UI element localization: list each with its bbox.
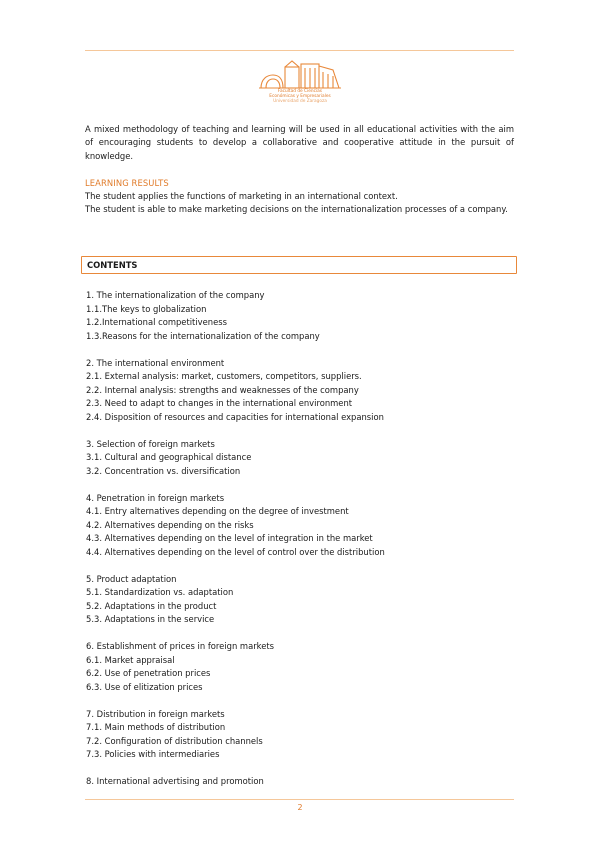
toc-chapter: 8. International advertising and promotion (86, 776, 264, 786)
toc-subitem: 1.3.Reasons for the internationalization of the company (86, 330, 320, 341)
toc-subitem: 2.1. External analysis: market, customers, competitors, suppliers. (86, 371, 362, 381)
toc-subitem: 6.1. Market appraisal (86, 654, 175, 665)
toc-subitem: 6.3. Use of elitization prices (86, 681, 203, 692)
toc-subitem: 2.3. Need to adapt to changes in the international environment (86, 398, 353, 408)
toc-subitem: 2.4. Disposition of resources and capacities for international expansion (86, 411, 384, 422)
toc-subitem: 6.2. Use of penetration prices (86, 668, 211, 678)
learning-result-1: The student applies the functions of marketing in an international context. (85, 191, 398, 201)
toc-chapter: 4. Penetration in foreign markets (86, 492, 225, 503)
toc-subitem: 7.3. Policies with intermediaries (86, 749, 220, 759)
toc-chapter: 5. Product adaptation (86, 573, 177, 584)
toc-chapter: 7. Distribution in foreign markets (86, 708, 225, 719)
toc-chapter: 6. Establishment of prices in foreign markets (86, 641, 275, 651)
faculty-logo (255, 58, 345, 114)
learning-result-2: The student is able to make marketing decisions on the internationalization processes of a company. (85, 204, 508, 214)
page-number: 2 (297, 803, 303, 812)
toc-subitem: 5.2. Adaptations in the product (86, 600, 217, 611)
toc-subitem: 3.2. Concentration vs. diversification (86, 465, 241, 476)
toc-subitem: 5.3. Adaptations in the service (86, 614, 215, 624)
toc-subitem: 7.2. Configuration of distribution channels (86, 735, 263, 746)
learning-results-heading: LEARNING RESULTS (85, 178, 169, 188)
contents-list (86, 289, 516, 789)
logo-line-1: Facultad de Ciencias (277, 89, 323, 94)
contents-heading-box (81, 256, 517, 274)
toc-subitem: 4.1. Entry alternatives depending on the degree of investment (86, 506, 349, 516)
toc-chapter: 2. The international environment (86, 357, 225, 368)
logo-line-3: Universidad de Zaragoza (273, 99, 327, 104)
footer-rule (85, 799, 514, 800)
toc-subitem: 1.1.The keys to globalization (86, 303, 207, 314)
toc-chapter: 3. Selection of foreign markets (86, 438, 215, 449)
toc-subitem: 7.1. Main methods of distribution (86, 722, 226, 732)
toc-subitem: 1.2.International competitiveness (86, 317, 227, 327)
toc-subitem: 3.1. Cultural and geographical distance (86, 452, 252, 462)
toc-subitem: 5.1. Standardization vs. adaptation (86, 587, 234, 597)
toc-subitem: 2.2. Internal analysis: strengths and weaknesses of the company (86, 384, 359, 395)
toc-chapter: 1. The internationalization of the company (86, 290, 265, 300)
header-rule (85, 50, 514, 51)
intro-paragraph: A mixed methodology of teaching and learning will be used in all educational activities with the aim of encouraging students to develop a collaborative and cooperative attitude in the pursuit of knowledge. (85, 124, 514, 161)
toc-subitem: 4.4. Alternatives depending on the level of control over the distribution (86, 546, 385, 557)
logo-line-2: Económicas y Empresariales (269, 94, 331, 99)
contents-heading: CONTENTS (87, 260, 138, 270)
toc-subitem: 4.3. Alternatives depending on the level of integration in the market (86, 533, 373, 543)
faculty-building-icon (255, 58, 345, 89)
toc-subitem: 4.2. Alternatives depending on the risks (86, 519, 254, 530)
